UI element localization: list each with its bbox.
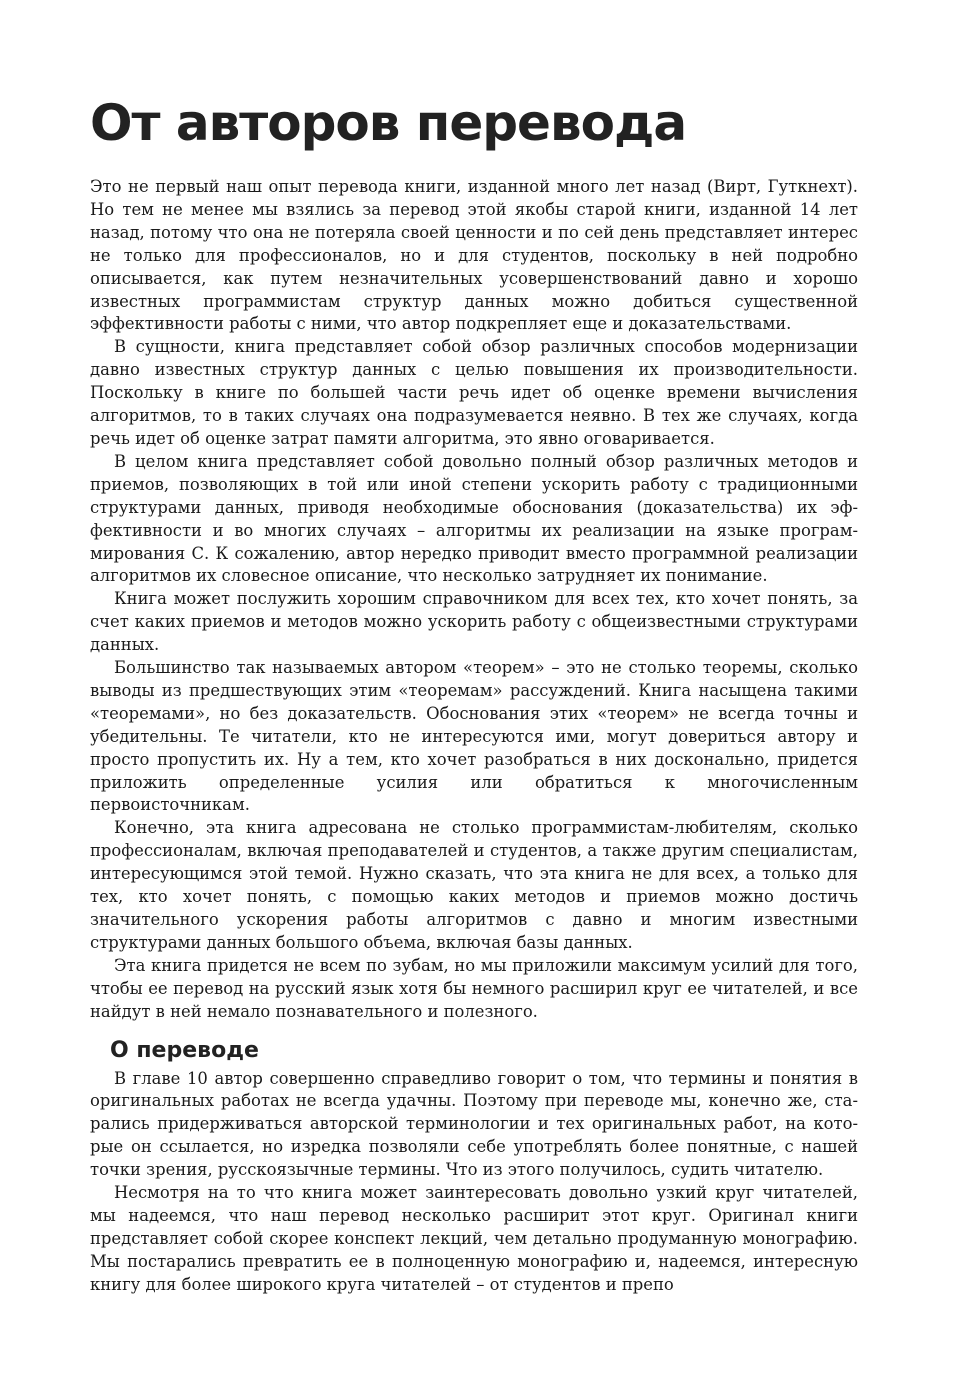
section-title: О переводе <box>110 1037 259 1063</box>
paragraph: В главе 10 автор совершенно справедливо говорит о том, что термины и понятия в оригинальных работах не всегда удачны. Поэтому при переводе мы, конечно же, старались придерживаться авторской терминологии и тех оригинальных работ, на которые он ссылается, но изредка позволяли себе употреблять более понятные, с нашей точки зрения, русскоязычные термины. Что из этого получилось, судить читателю. <box>90 1068 858 1180</box>
paragraph: В сущности, книга представляет собой обзор различных способов модернизации давно известных структур данных с целью повышения их производительности. Поскольку в книге по большей части речь идет об оценке времени вычисления алгоритмов, то в таких случаях она подразумевается неявно. В тех же случаях, когда речь идет об оценке затрат памяти алгоритма, это явно оговаривается. <box>90 337 858 448</box>
paragraph: Большинство так называемых автором «теорем» – это не столько теоремы, сколько выводы из предшествующих этим «теоремам» рассуждений. Книга насыщена такими «теоремами», но без доказательств. Обоснования этих «теорем» не всегда точны и убедительны. Те читатели, кто не интересуются ими, могут довериться автору и просто пропустить их. Ну а тем, кто хочет разобраться в них досконально, придется приложить определенные усилия или обратиться к многочисленным первоисточникам. <box>90 658 858 815</box>
paragraph: Эта книга придется не всем по зубам, но мы приложили максимум усилий для того, чтобы ее перевод на русский язык хотя бы немного расширил круг ее читателей, и все найдут в ней немало познавательного и полезного. <box>90 955 858 1021</box>
paragraph: Это не первый наш опыт перевода книги, изданной много лет назад (Вирт, Гуткнехт). Но тем не менее мы взялись за перевод этой якобы старой книги, изданной 14 лет назад, потому что она не потеряла своей ценности и по сей день представляет интерес не только для профессионалов, но и для студентов, поскольку в ней подробно описывается, как путем незначительных усовершенствований давно и хорошо известных программистам структур данных можно добиться существенной эффективности работы с ними, что автор подкрепляет еще и доказательствами. <box>90 177 858 334</box>
chapter-title: От авторов перевода <box>90 94 687 152</box>
paragraph: В целом книга представляет собой довольно полный обзор различных методов и приемов, позволяющих в той или иной степени ускорить работу с традиционными структурами данных, приводя необходимые обоснования (доказательства) их эффективности и во многих случаях – алгоритмы их реализации на языке программирования С. К сожалению, автор нередко приводит вместо программной реализации алгоритмов их словесное описание, что несколько затрудняет их понимание. <box>90 451 858 586</box>
book-page <box>90 92 858 1297</box>
paragraph: Конечно, эта книга адресована не столько программистам-любителям, сколько профессионалам, включая преподавателей и студентов, а также другим специалистам, интересующимся этой темой. Нужно сказать, что эта книга не для всех, а только для тех, кто хочет понять, с помощью каких методов и приемов можно достичь значительного ускорения работы алгоритмов с давно и многим известными структурами данных большого объема, включая базы данных. <box>90 818 858 952</box>
paragraph: Несмотря на то что книга может заинтересовать довольно узкий круг читателей, мы надеемся, что наш перевод несколько расширит этот круг. Оригинал книги представляет собой скорее конспект лекций, чем детально продуманную монографию. Мы постарались превратить ее в полноценную монографию и, надеемся, интересную книгу для более широкого круга читателей – от студентов и препо <box>90 1183 858 1294</box>
paragraph: Книга может послужить хорошим справочником для всех тех, кто хочет понять, за счет каких приемов и методов можно ускорить работу с общеизвестными структурами данных. <box>90 589 858 655</box>
